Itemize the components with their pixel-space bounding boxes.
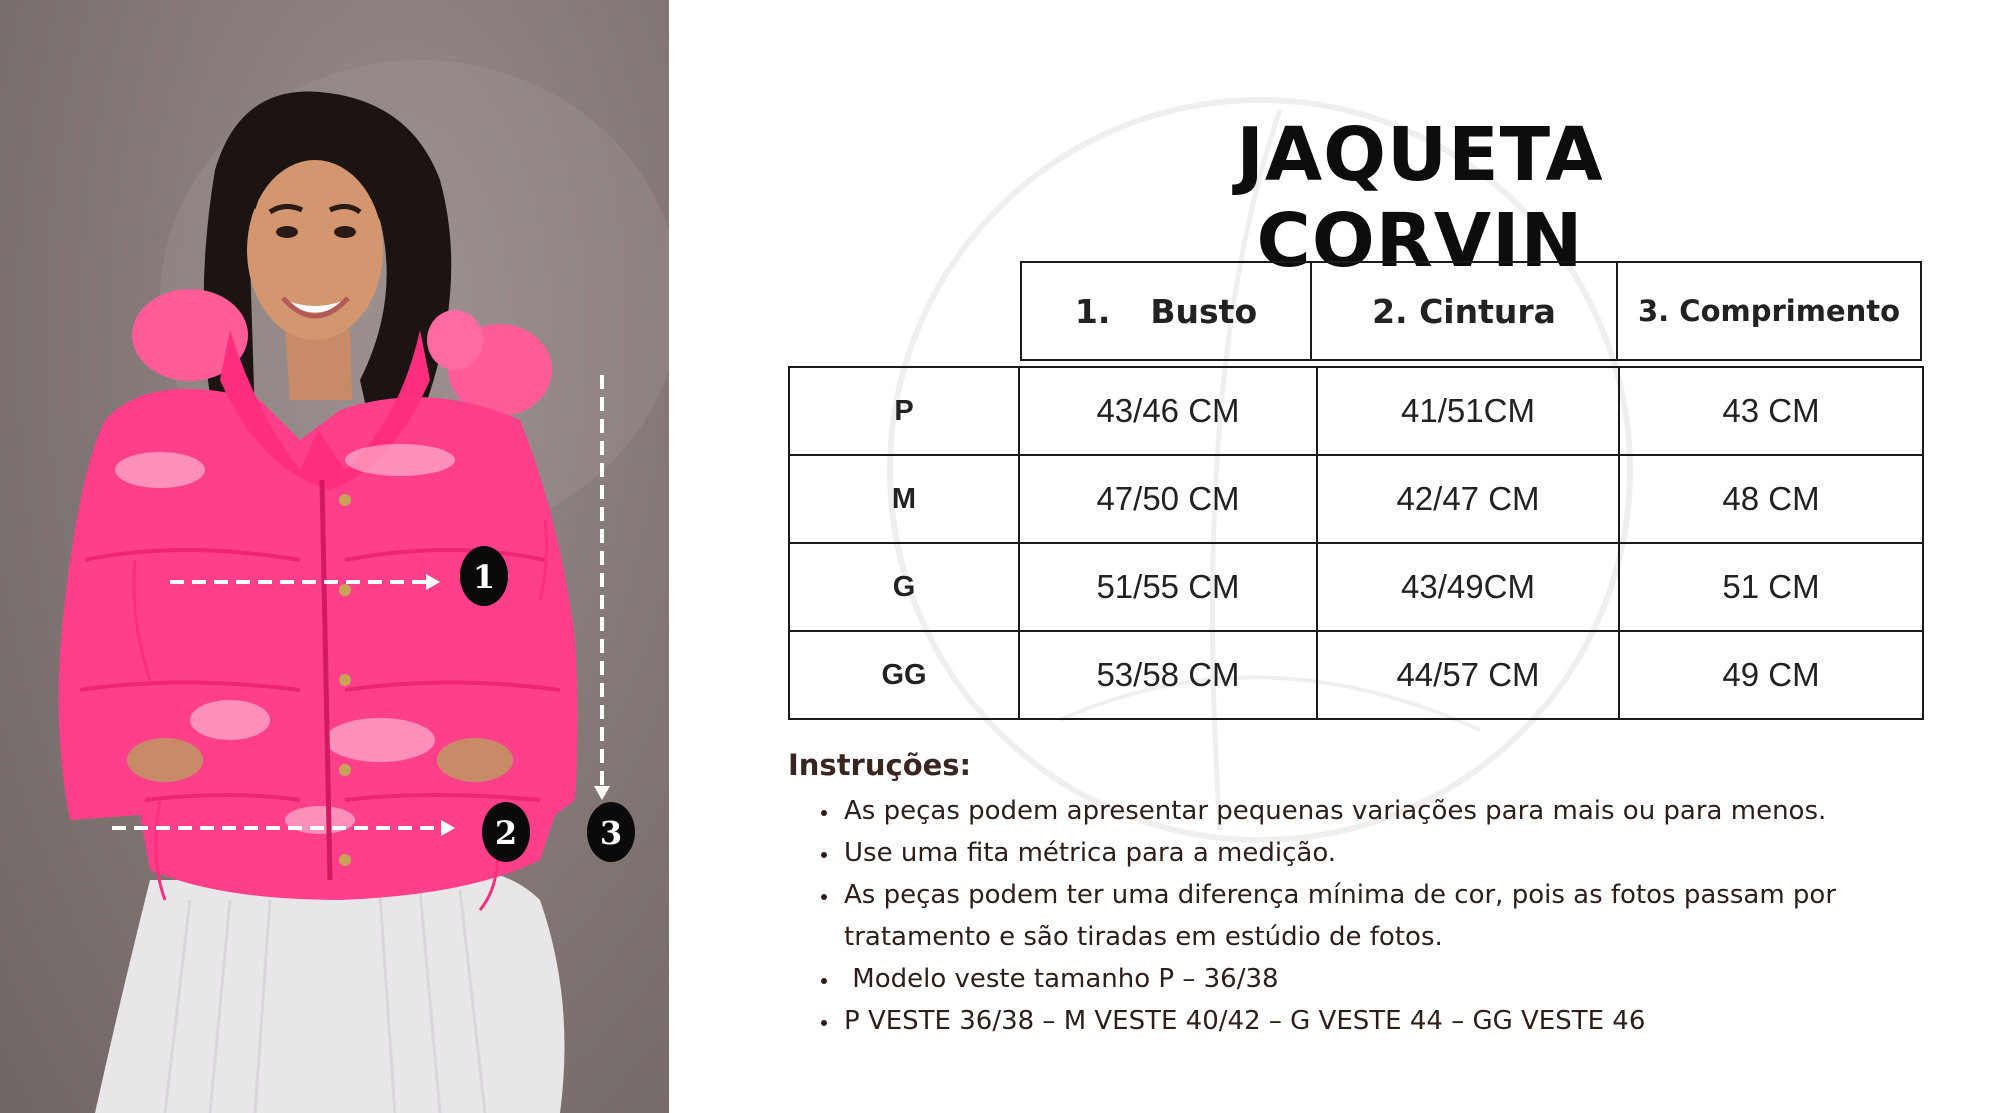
cintura-value: 42/47 CM xyxy=(1317,455,1619,543)
comprimento-value: 49 CM xyxy=(1619,631,1923,719)
header-comprimento: 3. Comprimento xyxy=(1616,261,1922,361)
header-busto: 1. Busto xyxy=(1020,261,1312,361)
instructions-title: Instruções: xyxy=(788,748,972,782)
cintura-value: 44/57 CM xyxy=(1317,631,1619,719)
list-item: • As peças podem apresentar pequenas variações para mais ou para menos. xyxy=(840,790,1970,832)
size-table-header xyxy=(1020,261,1922,365)
table-row xyxy=(789,543,1923,631)
marker-3-icon xyxy=(587,802,635,862)
svg-text:3: 3 xyxy=(599,814,623,852)
table-row xyxy=(789,631,1923,719)
comprimento-value: 48 CM xyxy=(1619,455,1923,543)
table-row xyxy=(789,455,1923,543)
list-item: • Modelo veste tamanho P – 36/38 xyxy=(840,958,1970,1000)
instructions-list xyxy=(788,790,1970,1042)
marker-2-icon xyxy=(482,802,530,862)
svg-text:1: 1 xyxy=(472,558,496,596)
comprimento-value: 43 CM xyxy=(1619,367,1923,455)
product-title: JAQUETA CORVIN xyxy=(1236,112,1604,284)
size-label: GG xyxy=(789,631,1019,719)
product-photo xyxy=(0,0,669,1113)
list-item: • Use uma fita métrica para a medição. xyxy=(840,832,1970,874)
svg-text:2: 2 xyxy=(494,814,518,852)
busto-value: 43/46 CM xyxy=(1019,367,1317,455)
header-cintura: 2. Cintura xyxy=(1310,261,1618,361)
size-label: M xyxy=(789,455,1019,543)
size-table xyxy=(788,366,1924,720)
marker-1-icon xyxy=(460,546,508,606)
size-label: P xyxy=(789,367,1019,455)
list-item: • P VESTE 36/38 – M VESTE 40/42 – G VESTE 44 – GG VESTE 46 xyxy=(840,1000,1970,1042)
comprimento-value: 51 CM xyxy=(1619,543,1923,631)
list-item: • As peças podem ter uma diferença mínima de cor, pois as fotos passam por tratamento e são tiradas em estúdio de fotos. xyxy=(840,874,1970,958)
table-row xyxy=(789,367,1923,455)
busto-value: 47/50 CM xyxy=(1019,455,1317,543)
busto-value: 51/55 CM xyxy=(1019,543,1317,631)
cintura-value: 43/49CM xyxy=(1317,543,1619,631)
busto-value: 53/58 CM xyxy=(1019,631,1317,719)
size-label: G xyxy=(789,543,1019,631)
cintura-value: 41/51CM xyxy=(1317,367,1619,455)
